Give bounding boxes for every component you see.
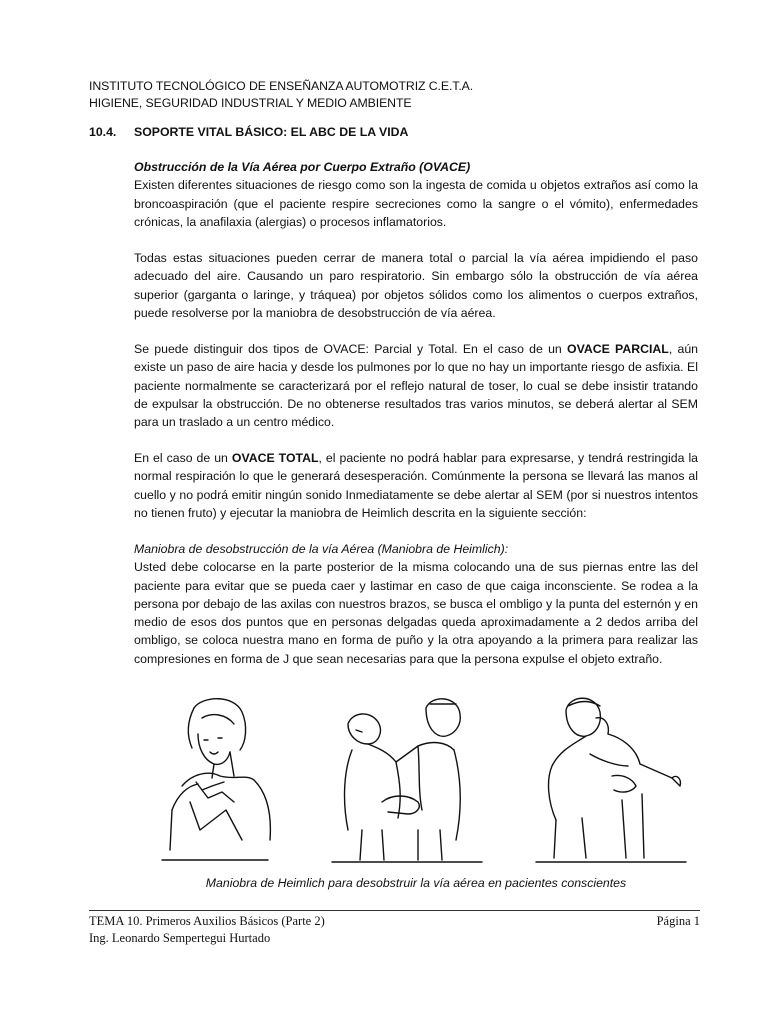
- ovace-paragraph-4: [134, 449, 698, 522]
- section-number: 10.4.: [89, 125, 117, 139]
- ovace-total-term: OVACE TOTAL: [231, 451, 319, 465]
- p4-text-b: , el paciente no podrá hablar para expresarse, y tendrá restringida la normal respiración lo que le generará desesperación. Comúnmente la persona se llevará las manos al cuello y no podrá emitir ningún sonido Inmediatamente se debe alertar al SEM (por si nuestros intentos no tienen fruto) y ejecutar la maniobra de Heimlich descrita en la siguiente sección:: [134, 451, 699, 520]
- heimlich-paragraph: Usted debe colocarse en la parte posterior de la misma colocando una de sus piernas entre las del paciente para evitar que se pueda caer y lastimar en caso de que caiga inconsciente. Se rodea a la persona por debajo de las axilas con nuestros brazos, se busca el ombligo y la punta del esternón y en medio de esos dos puntos que en personas delgadas queda aproximadamente a 2 dedos arriba del ombligo, se coloca nuestra mano en forma de puño y la otra apoyando a la primera para realizar las compresiones en forma de J que sean necesarias para que la persona expulse el objeto extraño.: [134, 560, 698, 666]
- p3-text-a: Se puede distinguir dos tipos de OVACE: Parcial y Total. En el caso de un: [134, 342, 567, 356]
- ovace-subtitle: Obstrucción de la Vía Aérea por Cuerpo Extraño (OVACE): [134, 160, 471, 174]
- p3-text-b: , aún existe un paso de aire hacia y desde los pulmones por lo que no hay un importante riesgo de asfixia. El paciente normalmente se caracterizará por el reflejo natural de toser, lo cual se debe insistir tratando de expulsar la obstrucción. De no obtenerse resultados tras varios minutos, se deberá alertar al SEM para un traslado a un centro médico.: [134, 342, 698, 430]
- heimlich-thrust-illustration: [322, 690, 492, 868]
- heimlich-subtitle: Maniobra de desobstrucción de la vía Aérea (Maniobra de Heimlich):: [134, 542, 509, 556]
- p4-text-a: En el caso de un: [134, 451, 232, 465]
- heimlich-standing-illustration: [526, 690, 696, 868]
- footer-line-1: [89, 914, 700, 929]
- ovace-paragraph-2: Todas estas situaciones pueden cerrar de manera total o parcial la vía aérea impidiendo el paso adecuado del aire. Causando un paro respiratorio. Sin embargo sólo la obstrucción de vía aérea superior (garganta o laringe, y tráquea) por objetos sólidos como los alimentos o cuerpos extraños, puede resolverse por la maniobra de desobstrucción de vía aérea.: [134, 251, 698, 320]
- institution-name: INSTITUTO TECNOLÓGICO DE ENSEÑANZA AUTOMOTRIZ C.E.T.A.: [89, 79, 474, 93]
- choking-sign-illustration: [142, 690, 282, 868]
- page-number: Página 1: [656, 914, 700, 928]
- heimlich-block: [134, 540, 698, 668]
- section-title: SOPORTE VITAL BÁSICO: EL ABC DE LA VIDA: [134, 125, 409, 139]
- heimlich-illustrations: [134, 690, 698, 870]
- footer-author: Ing. Leonardo Sempertegui Hurtado: [89, 931, 271, 945]
- footer-topic: TEMA 10. Primeros Auxilios Básicos (Parte 2): [89, 914, 325, 928]
- ovace-paragraph-2-block: [134, 249, 698, 322]
- section-heading: [89, 125, 408, 139]
- figure-caption: Maniobra de Heimlich para desobstruir la vía aérea en pacientes conscientes: [205, 876, 627, 890]
- ovace-block: [134, 158, 698, 231]
- footer-divider: [89, 910, 700, 911]
- course-name: HIGIENE, SEGURIDAD INDUSTRIAL Y MEDIO AMBIENTE: [89, 96, 412, 110]
- ovace-paragraph-3-block: [134, 340, 698, 431]
- ovace-paragraph-3: [134, 340, 698, 431]
- ovace-paragraph-1: Existen diferentes situaciones de riesgo como son la ingesta de comida u objetos extraños así como la broncoaspiración (que el paciente respire secreciones como la sangre o el vómito), enfermedades crónicas, la anafilaxia (alergias) o procesos inflamatorios.: [134, 178, 698, 229]
- document-header: [89, 78, 473, 112]
- ovace-paragraph-4-block: [134, 449, 698, 522]
- ovace-partial-term: OVACE PARCIAL: [567, 342, 669, 356]
- footer-line-2: [89, 931, 700, 946]
